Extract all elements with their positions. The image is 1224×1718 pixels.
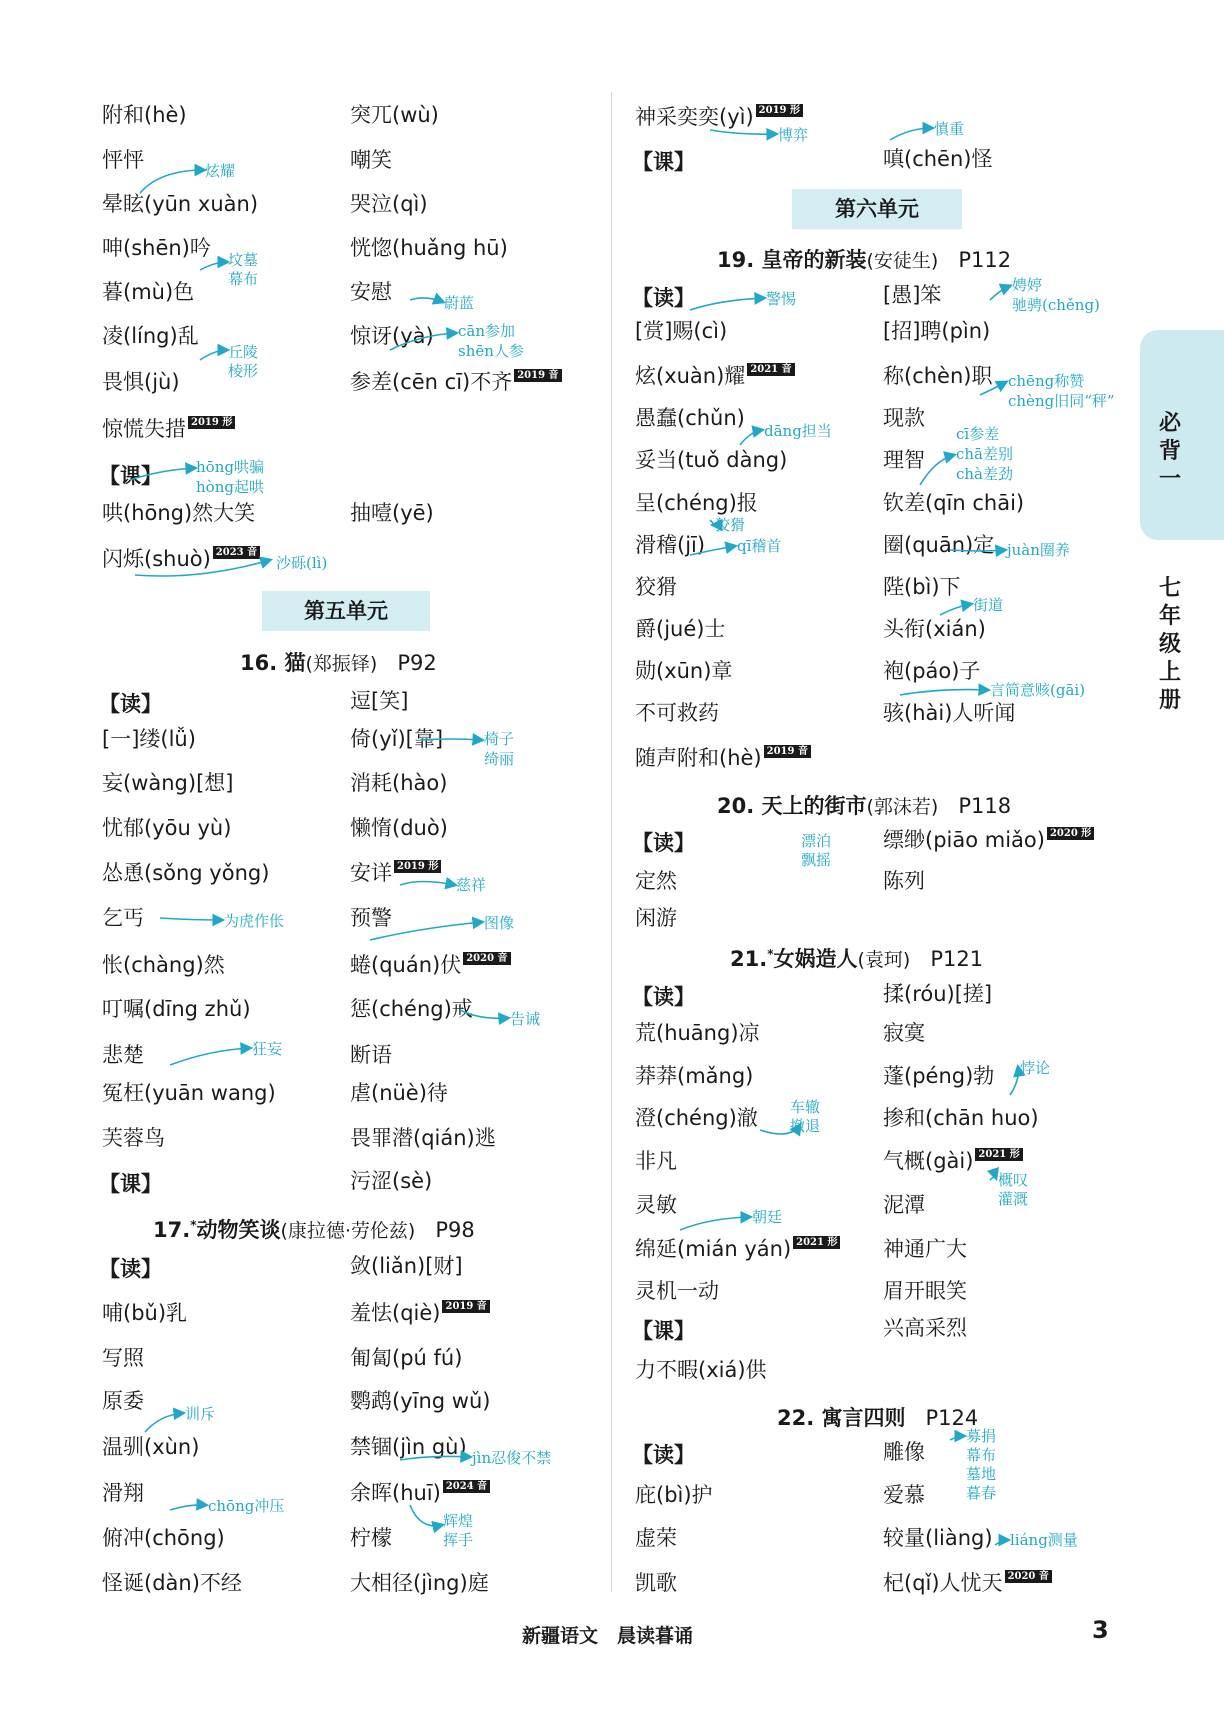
exam-badge: 2019 形 xyxy=(756,104,803,117)
section-label-du: 【读】 xyxy=(632,985,695,1009)
word: 闪烁(shuò) 2023 音 xyxy=(102,546,260,572)
handwritten-note: 绮丽 xyxy=(484,750,515,768)
handwritten-note: 幕布 xyxy=(966,1446,997,1464)
exam-badge: 2020 形 xyxy=(1047,827,1094,840)
word: 畏惧(jù) xyxy=(102,370,180,394)
handwritten-note: 狂妄 xyxy=(252,1040,283,1058)
handwritten-note: juàn圈养 xyxy=(1007,541,1070,559)
handwritten-note: 娉婷 xyxy=(1012,276,1043,294)
handwritten-note: 飘摇 xyxy=(801,851,832,869)
word: 气概(gài) 2021 形 xyxy=(883,1148,1023,1174)
handwritten-note: 训斥 xyxy=(185,1405,216,1423)
word: 理智 xyxy=(883,448,925,472)
handwritten-note: 朝廷 xyxy=(752,1208,783,1226)
word: 晕眩(yūn xuàn) xyxy=(102,192,259,216)
word: 突兀(wù) xyxy=(350,103,439,127)
word: 恍惚(huǎng hū) xyxy=(350,236,508,260)
handwritten-note: 街道 xyxy=(973,596,1004,614)
word: 惩(chéng)戒 xyxy=(350,997,473,1021)
handwritten-note: cī参差 xyxy=(956,425,1000,443)
lesson-title: 16. 猫(郑振铎) P92 xyxy=(240,651,437,675)
handwritten-note: 概叹 xyxy=(998,1171,1029,1189)
handwritten-note: hòng起哄 xyxy=(196,478,264,496)
section-label-du: 【读】 xyxy=(632,286,695,310)
word: 滑稽(jī) xyxy=(635,533,706,557)
section-label-du: 【读】 xyxy=(99,1257,162,1281)
handwritten-note: cān参加 xyxy=(458,322,516,340)
section-label-du: 【读】 xyxy=(632,831,695,855)
exam-badge: 2020 音 xyxy=(463,952,510,965)
word: 哺(bǔ)乳 xyxy=(102,1301,188,1325)
handwritten-note: qī稽首 xyxy=(737,537,782,555)
word: 随声附和(hè) 2019 音 xyxy=(635,745,811,771)
handwritten-note: 幕布 xyxy=(228,270,259,288)
word: 惊讶(yà) xyxy=(350,324,434,348)
word: 预警 xyxy=(350,906,392,930)
word: 妄(wàng)[想] xyxy=(102,771,234,795)
handwritten-note: chà差劲 xyxy=(956,465,1014,483)
word: 滑翔 xyxy=(102,1481,144,1505)
handwritten-note: chèng旧同“秤” xyxy=(1008,392,1115,410)
word: 雕像 xyxy=(883,1440,925,1464)
word: 呻(shēn)吟 xyxy=(102,236,211,260)
word: 陛(bì)下 xyxy=(883,575,961,599)
word: 原委 xyxy=(102,1389,144,1413)
handwritten-note: 募捐 xyxy=(966,1427,997,1445)
section-label-ke: 【课】 xyxy=(99,464,162,488)
word: 非凡 xyxy=(635,1149,677,1173)
word: 圈(quān)定 xyxy=(883,533,995,557)
word: 现款 xyxy=(883,406,925,430)
unit-header: 第五单元 xyxy=(262,591,430,631)
handwritten-note: 漂泊 xyxy=(801,832,832,850)
word: 惊慌失措 2019 形 xyxy=(102,416,235,442)
word: 柠檬 xyxy=(350,1526,392,1550)
word: 掺和(chān huo) xyxy=(883,1106,1039,1130)
word: 嗔(chēn)怪 xyxy=(883,147,993,171)
handwritten-note: 悖论 xyxy=(1020,1059,1051,1077)
word: [一]缕(lǚ) xyxy=(102,727,196,751)
word: 怦怦 xyxy=(102,148,144,172)
lesson-title: 17.*动物笑谈(康拉德·劳伦兹) P98 xyxy=(153,1218,475,1242)
exam-badge: 2020 音 xyxy=(1005,1570,1052,1583)
page-number: 3 xyxy=(1092,1616,1109,1644)
word: 懒惰(duò) xyxy=(350,816,448,840)
word: 澄(chéng)澈 xyxy=(635,1106,758,1130)
handwritten-note: chēng称赞 xyxy=(1008,372,1085,390)
word: 不可救药 xyxy=(635,701,719,725)
handwritten-note: shēn人参 xyxy=(458,342,524,360)
word: 逗[笑] xyxy=(350,689,409,713)
exam-badge: 2019 音 xyxy=(514,369,561,382)
handwritten-note: 驰骋(chěng) xyxy=(1012,296,1100,314)
word: 蜷(quán)伏 2020 音 xyxy=(350,952,511,978)
word: 污涩(sè) xyxy=(350,1169,433,1193)
word: 荒(huāng)凉 xyxy=(635,1021,760,1045)
word: 羞怯(qiè) 2019 音 xyxy=(350,1300,490,1326)
word: 冤枉(yuān wang) xyxy=(102,1081,276,1105)
handwritten-note: liáng测量 xyxy=(1010,1531,1078,1549)
handwritten-note: 丘陵 xyxy=(228,343,259,361)
exam-badge: 2019 形 xyxy=(188,416,235,429)
handwritten-note: 为虎作伥 xyxy=(224,912,285,930)
word: 忧郁(yōu yù) xyxy=(102,816,232,840)
word: 寂寞 xyxy=(883,1021,925,1045)
grade-label: 七年级上册 xyxy=(1158,576,1181,713)
word: 勋(xūn)章 xyxy=(635,659,733,683)
section-label-ke: 【课】 xyxy=(99,1172,162,1196)
word: 灵机一动 xyxy=(635,1279,719,1303)
word: 匍匐(pú fú) xyxy=(350,1346,463,1370)
word: 兴高采烈 xyxy=(883,1316,967,1340)
handwritten-note: 图像 xyxy=(484,914,515,932)
word: 凯歌 xyxy=(635,1571,677,1595)
chapter-tab-label: 必背一 xyxy=(1158,411,1181,492)
word: 畏罪潜(qián)逃 xyxy=(350,1126,496,1150)
word: 消耗(hào) xyxy=(350,771,448,795)
handwritten-note: dāng担当 xyxy=(764,422,832,440)
word: 大相径(jìng)庭 xyxy=(350,1571,489,1595)
section-label-du: 【读】 xyxy=(99,692,162,716)
word: 狡猾 xyxy=(635,575,677,599)
word: 嘲笑 xyxy=(350,148,392,172)
handwritten-note: 博弈 xyxy=(778,126,809,144)
word: 凌(líng)乱 xyxy=(102,324,199,348)
handwritten-note: 警惕 xyxy=(766,290,797,308)
lesson-title: 22. 寓言四则 P124 xyxy=(777,1406,979,1430)
word: 虐(nüè)待 xyxy=(350,1081,448,1105)
word: 断语 xyxy=(350,1043,392,1067)
handwritten-note: 灌溉 xyxy=(998,1190,1029,1208)
lesson-title: 20. 天上的街市(郭沫若) P118 xyxy=(717,794,1012,818)
handwritten-note: 沙砾(lì) xyxy=(276,554,328,572)
word: 俯冲(chōng) xyxy=(102,1526,225,1550)
word: 揉(róu)[搓] xyxy=(883,982,993,1006)
word: 愚蠢(chǔn) xyxy=(635,406,745,430)
word: 哄(hōng)然大笑 xyxy=(102,501,256,525)
handwritten-note: 狡猾 xyxy=(715,516,746,534)
exam-badge: 2021 音 xyxy=(747,363,794,376)
word: 温驯(xùn) xyxy=(102,1435,200,1459)
handwritten-note: 暮春 xyxy=(966,1484,997,1502)
word: 怪诞(dàn)不经 xyxy=(102,1571,242,1595)
handwritten-note: 车辙 xyxy=(790,1098,821,1116)
word: 头衔(xián) xyxy=(883,617,986,641)
handwritten-note: 辉煌 xyxy=(443,1512,474,1530)
word: 怂恿(sǒng yǒng) xyxy=(102,861,270,885)
word: 哭泣(qì) xyxy=(350,192,428,216)
section-label-ke: 【课】 xyxy=(632,150,695,174)
exam-badge: 2023 音 xyxy=(213,546,260,559)
word: 呈(chéng)报 xyxy=(635,491,758,515)
word: 神通广大 xyxy=(883,1237,967,1261)
word: 陈列 xyxy=(883,869,925,893)
word: 莽莽(mǎng) xyxy=(635,1064,754,1088)
word: 参差(cēn cī)不齐 2019 音 xyxy=(350,369,562,395)
handwritten-note: 言简意赅(gāi) xyxy=(990,681,1086,699)
word: 庇(bì)护 xyxy=(635,1483,713,1507)
word: 乞丐 xyxy=(102,906,144,930)
section-label-du: 【读】 xyxy=(632,1443,695,1467)
lesson-title: 19. 皇帝的新装(安徒生) P112 xyxy=(717,248,1012,272)
handwritten-note: 撤退 xyxy=(790,1117,821,1135)
word: 爱慕 xyxy=(883,1483,925,1507)
handwritten-note: 炫耀 xyxy=(205,162,236,180)
lesson-title: 21.*女娲造人(袁珂) P121 xyxy=(730,947,984,971)
word: 虚荣 xyxy=(635,1526,677,1550)
word: 灵敏 xyxy=(635,1193,677,1217)
word: 禁锢(jìn gù) xyxy=(350,1435,467,1459)
handwritten-note: chā差别 xyxy=(956,445,1014,463)
word: 较量(liàng) xyxy=(883,1526,993,1550)
word: 炫(xuàn)耀 2021 音 xyxy=(635,363,795,389)
word: 神采奕奕(yì) 2019 形 xyxy=(635,104,803,130)
word: 力不暇(xiá)供 xyxy=(635,1358,767,1382)
word: 骇(hài)人听闻 xyxy=(883,701,1016,725)
word: 暮(mù)色 xyxy=(102,280,195,304)
handwritten-note: 墓地 xyxy=(966,1465,997,1483)
handwritten-note: 慎重 xyxy=(934,120,965,138)
handwritten-note: 挥手 xyxy=(443,1531,474,1549)
word: 眉开眼笑 xyxy=(883,1279,967,1303)
exam-badge: 2021 形 xyxy=(793,1236,840,1249)
word: 写照 xyxy=(102,1346,144,1370)
word: 安慰 xyxy=(350,280,392,304)
handwritten-note: 棱形 xyxy=(228,362,259,380)
word: [赏]赐(cì) xyxy=(635,319,728,343)
handwritten-note: chōng冲压 xyxy=(208,1497,285,1515)
word: 鹦鹉(yīng wǔ) xyxy=(350,1389,491,1413)
word: 倚(yǐ)[靠] xyxy=(350,727,444,751)
word: [愚]笨 xyxy=(883,283,942,307)
word: 绵延(mián yán) 2021 形 xyxy=(635,1236,840,1262)
word: 附和(hè) xyxy=(102,103,187,127)
word: 安详 2019 形 xyxy=(350,860,441,886)
word: 敛(liǎn)[财] xyxy=(350,1254,463,1278)
word: 芙蓉鸟 xyxy=(102,1126,165,1150)
word: 钦差(qīn chāi) xyxy=(883,491,1025,515)
exam-badge: 2024 音 xyxy=(443,1480,490,1493)
section-label-ke: 【课】 xyxy=(632,1319,695,1343)
exam-badge: 2019 音 xyxy=(764,745,811,758)
word: 妥当(tuǒ dàng) xyxy=(635,448,788,472)
word: 叮嘱(dīng zhǔ) xyxy=(102,997,251,1021)
word: 悲楚 xyxy=(102,1043,144,1067)
word: 闲游 xyxy=(635,906,677,930)
exam-badge: 2019 音 xyxy=(442,1300,489,1313)
word: 缥缈(piāo miǎo) 2020 形 xyxy=(883,827,1094,853)
handwritten-note: 椅子 xyxy=(484,730,515,748)
word: [招]聘(pìn) xyxy=(883,319,991,343)
word: 杞(qǐ)人忧天 2020 音 xyxy=(883,1570,1052,1596)
word: 定然 xyxy=(635,869,677,893)
word: 抽噎(yē) xyxy=(350,501,434,525)
word: 泥潭 xyxy=(883,1193,925,1217)
word: 怅(chàng)然 xyxy=(102,953,225,977)
handwritten-note: 坟墓 xyxy=(228,251,259,269)
word: 蓬(péng)勃 xyxy=(883,1064,995,1088)
exam-badge: 2019 形 xyxy=(394,860,441,873)
handwritten-note: 蔚蓝 xyxy=(444,294,475,312)
handwritten-note: jìn忍俊不禁 xyxy=(472,1449,552,1467)
exam-badge: 2021 形 xyxy=(975,1148,1022,1161)
handwritten-note: hōng哄骗 xyxy=(196,458,264,476)
word: 余晖(huī) 2024 音 xyxy=(350,1480,490,1506)
word: 称(chèn)职 xyxy=(883,364,993,388)
handwritten-note: 慈祥 xyxy=(456,876,487,894)
unit-header: 第六单元 xyxy=(792,189,962,229)
word: 袍(páo)子 xyxy=(883,659,981,683)
word: 爵(jué)士 xyxy=(635,617,726,641)
footer-text: 新疆语文 晨读暮诵 xyxy=(522,1625,694,1647)
handwritten-note: 告诫 xyxy=(510,1010,541,1028)
